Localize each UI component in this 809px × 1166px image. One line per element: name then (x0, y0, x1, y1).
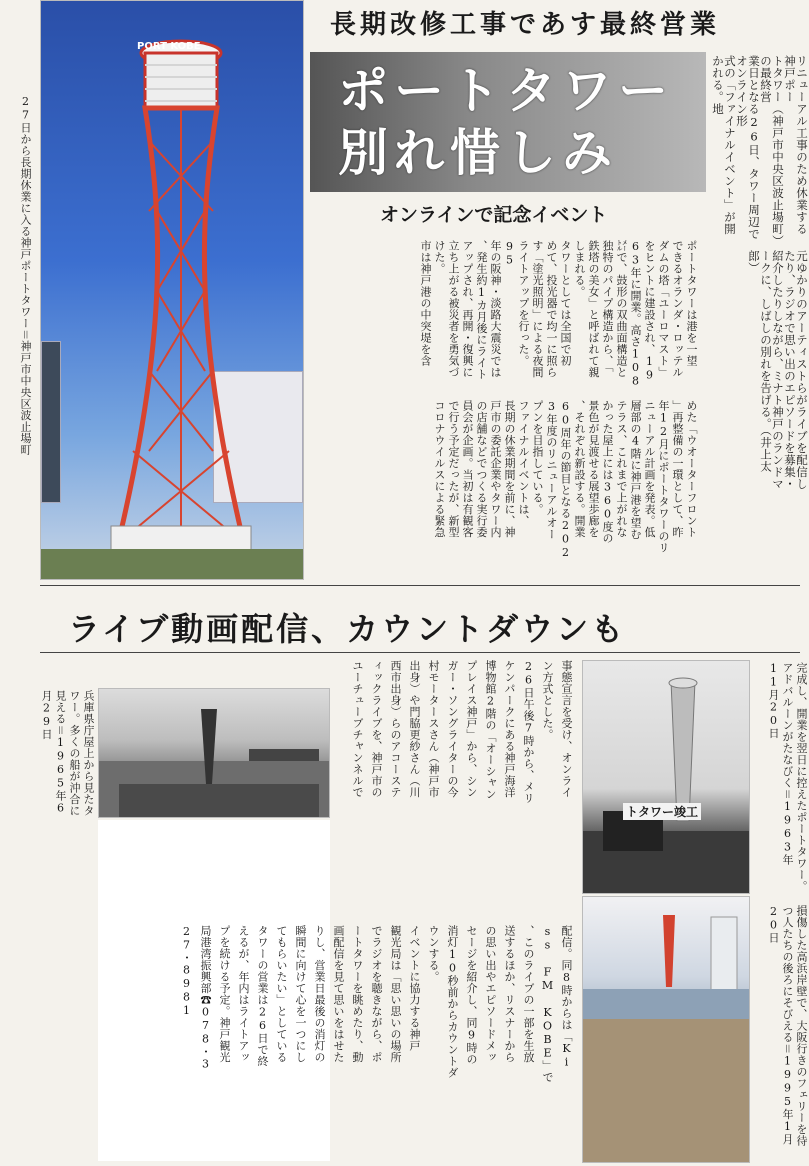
lead-line: 紹介したりしながら、ミナト神戸のランドマ (771, 250, 785, 490)
article-line: 画配信を見て思いをはせた (332, 925, 345, 1063)
lead-paragraph (710, 55, 808, 245)
bw-photo-caption: 完成し、開業を翌日に控えたポートタワー。アドバルーンがたなびく＝1963年11月20日 (767, 662, 808, 892)
article-line: ユーチューブチャンネルで (351, 660, 364, 798)
article-line: かった屋上には360度の (601, 400, 614, 544)
article-line: 年の阪神・淡路大震災では (489, 240, 502, 378)
article-line: ガー・ソングライターの今 (446, 660, 459, 798)
article-line: ウンする。 (427, 925, 440, 983)
article-line: プを続ける予定。神戸観光 (218, 925, 231, 1063)
article-line: ㍍で、鼓形の双曲面構造と (615, 240, 628, 378)
article-line: 配信。同8時からは「Ki (560, 925, 573, 1069)
article-line: をヒントに建設され、19 (643, 240, 656, 382)
divider-rule (40, 585, 800, 586)
article-line: 、それぞれ新設する。開業 (573, 400, 586, 538)
lead-line: ークに、しばしの別れを告げる。（井上太郎） (747, 250, 773, 473)
bw-photo-sign: トタワー竣工 (623, 803, 701, 820)
lead-line: たり、ラジオで思い出のエピソードを募集・ (783, 250, 797, 490)
article-line: しまれる。 (573, 240, 586, 298)
bw-tower-icon (583, 661, 749, 893)
article-line: で行う予定だったが、新型 (447, 400, 460, 538)
crowd-photo (582, 896, 750, 1163)
article-line: イベントに協力する神戸 (408, 925, 421, 1052)
article-line: 3年度のリニューアルオー (545, 400, 558, 540)
article-line: タワーとしては全国で初 (559, 240, 572, 367)
headline-banner (310, 52, 706, 192)
article-line: ss FM KOBE」で (541, 925, 554, 1083)
article-line: の店舗などでつくる実行委 (475, 400, 488, 538)
headline-line-1: ポートタワー (338, 62, 674, 120)
article-line: コロナウイルスによる緊急 (433, 400, 446, 538)
article-line: 、このライブの一部を生放 (522, 925, 535, 1063)
article-line: 景色が見渡せる展望歩廊を (587, 400, 600, 538)
article-line: 送するほか、リスナーから (503, 925, 516, 1063)
article-line: ィックライブを、神戸市の (370, 660, 383, 798)
article-line: 戸市の委託企業やタワー内 (489, 400, 502, 538)
article-line: 局港湾振興部☎078・3 (199, 925, 212, 1071)
article-line: りし、営業日最後の消灯の (313, 925, 326, 1063)
article-line: 長期の休業期間を前に、神 (503, 400, 516, 538)
top-headline: 長期改修工事であす最終営業 (330, 10, 721, 40)
divider-rule-2 (40, 652, 800, 653)
article-line: めた「ウオーターフロント (685, 400, 698, 538)
tower-opening-photo (582, 660, 750, 894)
headline-line-2: 別れ惜しみ (338, 124, 618, 182)
article-line: の思い出やエピソードメッ (484, 925, 497, 1063)
lead-line: リニューアル工事のため休業する神戸ポー (783, 55, 809, 235)
article-line: 消灯10秒前からカウントダ (446, 925, 459, 1079)
article-line: 市は神戸港の中突堤を含 (419, 240, 432, 367)
article-line: 村モータースさん（神戸市 (427, 660, 440, 798)
article-line: 年12月にポートタワーのリ (657, 400, 670, 554)
article-line: てもらいたい」としている (275, 925, 288, 1063)
article-line: ケンパークにある神戸海洋 (503, 660, 516, 798)
lead-line: 元ゆかりのアーティストらがライブを配信し (795, 250, 809, 490)
building-left (41, 341, 61, 503)
harbor-photo (98, 688, 330, 818)
article-body-bottom-lower (180, 925, 576, 1155)
article-line: 60周年の節目となる202 (559, 400, 572, 560)
subheadline: オンラインで記念イベント (380, 204, 608, 226)
article-line: できるオランダ・ロッテル (671, 240, 684, 378)
article-line: ダムの塔「ユーロマスト」 (657, 240, 670, 378)
article-line: 層部の4階に神戸港を望む (629, 400, 642, 540)
article-line: ニューアル計画を発表。低 (643, 400, 656, 538)
harbor-photo-caption: 兵庫県庁屋上から見たタワー。多くの船が沖合に見える＝1965年6月29日 (40, 690, 95, 817)
article-line: ン方式とした。 (541, 660, 554, 741)
article-line: テラス、これまで上がれな (615, 400, 628, 538)
article-line: 瞬間に向けて心を一つにし (294, 925, 307, 1063)
article-line: アップされ、再開・復興に (461, 240, 474, 378)
article-line: 出身）や門脇更紗さん（川 (408, 660, 421, 798)
lead-line: 式の「ファイナルイベント」が開かれる。地 (711, 55, 737, 235)
article-line: 27・8981 (180, 925, 193, 1018)
lead-paragraph-cont (710, 250, 808, 490)
lead-line: 業日となる26日、タワー周辺でオンライン形 (735, 55, 761, 240)
article-line: えるが、年内はライトアッ (237, 925, 250, 1063)
article-body-top-upper (318, 240, 698, 390)
tower-sign: PORT KOBE (137, 41, 201, 52)
color-tower-icon (583, 897, 749, 1162)
live-headline: ライブ動画配信、カウントダウンも (68, 610, 627, 648)
article-line: セージを紹介し、同9時の (465, 925, 478, 1065)
article-line: 博物館2階の「オーシャン (484, 660, 497, 800)
article-line: でラジオを聴きながら、ポ (370, 925, 383, 1063)
article-line: タワーの営業は26日で終 (256, 925, 269, 1067)
tower-icon (101, 31, 261, 561)
article-line: 63年に開業。高さ108 (629, 240, 642, 388)
crowd-photo-caption: 損傷した高浜岸壁で、大阪行きのフェリーを待つ人たちの後ろにそびえる＝1995年1月20日 (767, 905, 808, 1147)
article-line: 」再整備の一環として、昨 (671, 400, 684, 538)
article-line: 西市出身）らのアコーステ (389, 660, 402, 798)
article-line: 事態宣言を受け、オンライ (560, 660, 573, 798)
article-line: 立ち上がる被災者を勇気づ (447, 240, 460, 378)
article-line: 観光局は「思い思いの場所 (389, 925, 402, 1063)
tower-photo (40, 0, 304, 580)
article-line: プレイス神戸」から、シン (465, 660, 478, 798)
article-line: ートタワーを眺めたり、動 (351, 925, 364, 1063)
article-line: ポートタワーは港を一望 (685, 240, 698, 367)
article-line: ファイナルイベントは、 (517, 400, 530, 527)
article-line: す「塗光照明」による夜間 (531, 240, 544, 378)
article-line: けた。 (433, 240, 446, 275)
harbor-tower-icon (99, 689, 329, 817)
article-body-bottom-upper (334, 660, 576, 915)
article-line: ライトアップを行った。95 (503, 240, 530, 367)
article-line: 独特のパイプ構造から、「 (601, 240, 614, 373)
article-line: 26日午後7時から、メリ (522, 660, 535, 804)
article-line: めて、投光器で均一に照ら (545, 240, 558, 378)
article-body-top-lower (318, 400, 698, 580)
lead-line: トタワー（神戸市中央区波止場町）の最終営 (759, 55, 785, 242)
article-line: プンを目指している。 (531, 400, 544, 515)
article-line: 、発生約1カ月後にライト (475, 240, 488, 380)
article-line: 員会が企画。当初は有観客 (461, 400, 474, 538)
article-line: 鉄塔の美女」と呼ばれて親 (587, 240, 600, 378)
tower-photo-caption: 27日から長期休業に入る神戸ポートタワー＝神戸市中央区波止場町 (19, 95, 32, 456)
